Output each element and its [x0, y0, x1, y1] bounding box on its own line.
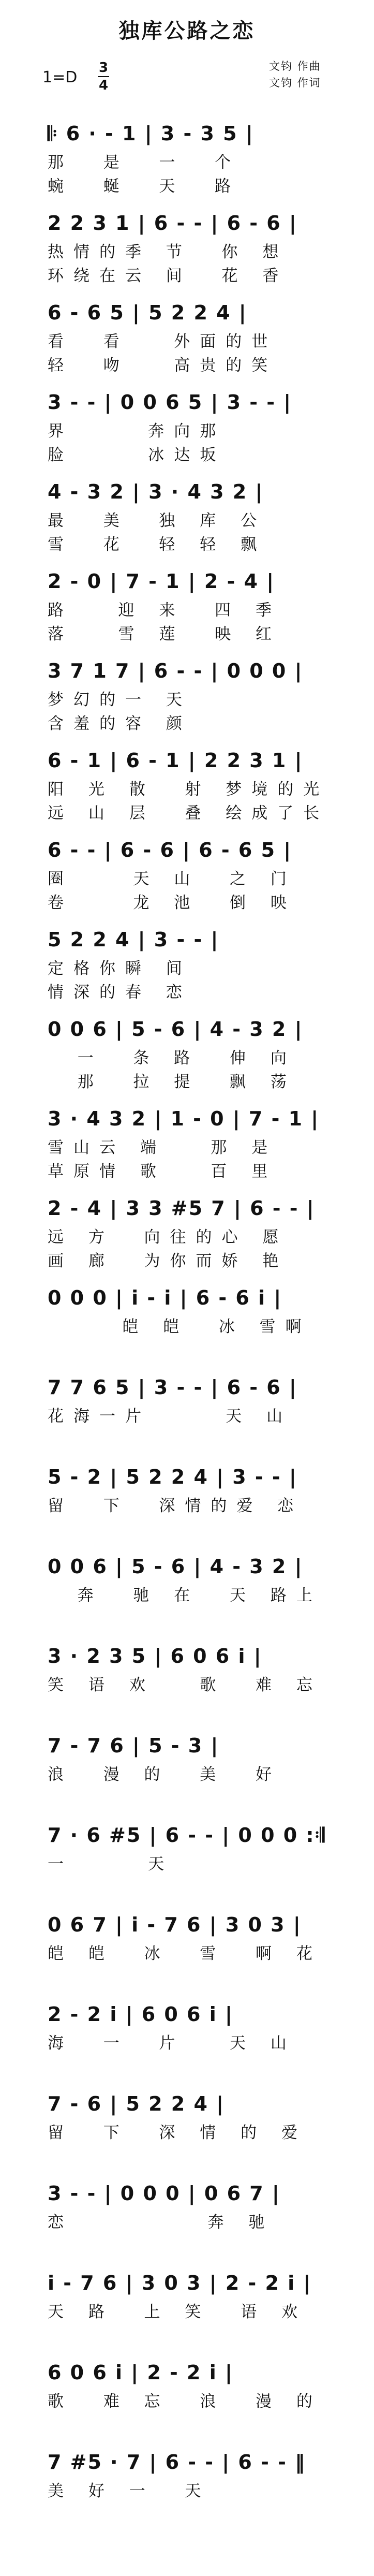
stave-lyrics-line-1: 那 是 一 个: [48, 153, 241, 172]
stave-lyrics-line-1: 阳 光 散 射 梦境的光: [48, 780, 330, 799]
stave: [0, 2447, 374, 2576]
stave-lyrics-line-2: 卷 龙 池 倒 映: [48, 894, 296, 912]
stave-lyrics-line-1: 路 迎 来 四 季: [48, 601, 281, 620]
stave-lyrics-line-1: 最 美 独 库 公: [48, 511, 267, 530]
stave-notes: 0 6 7 | i - 7 6 | 3 0 3 |: [48, 1913, 302, 1936]
stave-notes: 3 · 4 3 2 | 1 - 0 | 7 - 1 |: [48, 1107, 320, 1130]
stave-notes: 0 0 0 | i - i | 6 - 6 i |: [48, 1286, 282, 1309]
stave-lyrics-line-2: 含羞的容 颜: [48, 714, 192, 733]
time-signature-bar: [98, 76, 109, 77]
stave-lyrics-line-1: 看 看 外面的世: [48, 332, 278, 351]
stave-lyrics-line-2: 画 廊 为你而娇 艳: [48, 1252, 289, 1270]
stave-notes: 𝄆 6 · - 1 | 3 - 3 5 |: [48, 122, 254, 145]
stave-lyrics-line-1: 花海一片 天 山: [48, 1407, 293, 1426]
stave-lyrics-line-2: 远 山 层 叠 绘成了长: [48, 804, 330, 823]
stave-notes: 3 - - | 0 0 6 5 | 3 - - |: [48, 391, 292, 414]
stave-lyrics-line-1: 界 奔向那: [48, 422, 226, 441]
stave-lyrics-line-1: 皑 皑 冰 雪啊: [48, 1318, 311, 1336]
stave-notes: 5 - 2 | 5 2 2 4 | 3 - - |: [48, 1466, 297, 1488]
stave-lyrics-line-1: 天 路 上 笑 语 欢: [48, 2303, 307, 2321]
stave-notes: i - 7 6 | 3 0 3 | 2 - 2 i |: [48, 2272, 312, 2294]
stave-lyrics-line-1: 留 下 深 情 的 爱: [48, 2124, 307, 2142]
stave-notes: 3 7 1 7 | 6 - - | 0 0 0 |: [48, 660, 303, 682]
time-signature: [96, 60, 111, 93]
stave-lyrics-line-1: 皑 皑 冰 雪 啊 花: [48, 1944, 322, 1963]
stave-notes: 5 2 2 4 | 3 - - |: [48, 928, 219, 951]
time-signature-bottom: 4: [98, 78, 109, 93]
stave-lyrics-line-1: 美 好 一 天: [48, 2482, 211, 2500]
composer-credit: 文钧 作曲: [269, 60, 321, 72]
stave-lyrics-line-2: 那 拉 提 飘 荡: [48, 1073, 296, 1091]
stave-notes: 7 7 6 5 | 3 - - | 6 - 6 |: [48, 1376, 297, 1399]
stave-notes: 7 - 6 | 5 2 2 4 |: [48, 2092, 225, 2115]
stave-lyrics-line-1: 远 方 向往的心 愿: [48, 1228, 289, 1247]
stave-notes: 6 - - | 6 - 6 | 6 - 6 5 |: [48, 839, 292, 861]
stave-notes: 7 #5 · 7 | 6 - - | 6 - - ‖: [48, 2451, 306, 2473]
stave-lyrics-line-2: 蜿 蜒 天 路: [48, 177, 241, 196]
stave-lyrics-line-2: 轻 吻 高贵的笑: [48, 356, 278, 375]
stave-lyrics-line-1: 歌 难 忘 浪 漫 的: [48, 2392, 322, 2411]
stave-lyrics-line-2: 情深的春 恋: [48, 983, 192, 1002]
stave-lyrics-line-2: 雪 花 轻 轻 飘: [48, 535, 267, 554]
stave-notes: 7 · 6 #5 | 6 - - | 0 0 0 :𝄇: [48, 1824, 326, 1847]
stave-notes: 2 - 2 i | 6 0 6 i |: [48, 2003, 233, 2026]
stave-lyrics-line-1: 定格你瞬 间: [48, 959, 192, 978]
stave-lyrics-line-1: 热情的季 节 你 想: [48, 243, 289, 261]
stave-notes: 2 - 0 | 7 - 1 | 2 - 4 |: [48, 570, 275, 593]
stave-lyrics-line-1: 浪 漫 的 美 好: [48, 1765, 281, 1784]
stave-notes: 2 2 3 1 | 6 - - | 6 - 6 |: [48, 212, 297, 235]
key-signature: 1=D: [42, 68, 78, 86]
stave-lyrics-line-1: 梦幻的一 天: [48, 691, 192, 709]
stave-notes: 4 - 3 2 | 3 · 4 3 2 |: [48, 480, 264, 503]
stave-notes: 6 - 6 5 | 5 2 2 4 |: [48, 301, 247, 324]
stave-notes: 0 0 6 | 5 - 6 | 4 - 3 2 |: [48, 1555, 303, 1578]
time-signature-top: 3: [98, 60, 109, 76]
stave-lyrics-line-1: 圈 天 山 之 门: [48, 870, 296, 888]
stave-notes: 3 · 2 3 5 | 6 0 6 i |: [48, 1645, 262, 1667]
stave-lyrics-line-1: 雪山云 端 那 是: [48, 1138, 278, 1157]
song-title: 独库公路之恋: [118, 19, 256, 43]
stave-lyrics-line-2: 草原情 歌 百 里: [48, 1162, 278, 1181]
stave-lyrics-line-2: 脸 冰达坂: [48, 446, 226, 464]
stave-lyrics-line-1: 笑 语 欢 歌 难 忘: [48, 1676, 322, 1694]
stave-lyrics-line-1: 海 一 片 天 山: [48, 2034, 296, 2053]
stave-lyrics-line-1: 一 天: [48, 1855, 174, 1874]
stave-lyrics-line-2: 环绕在云 间 花 香: [48, 267, 289, 285]
stave-lyrics-line-1: 恋 奔 驰: [48, 2213, 275, 2232]
stave-lyrics-line-1: 一 条 路 伸 向: [48, 1049, 296, 1067]
stave-notes: 6 - 1 | 6 - 1 | 2 2 3 1 |: [48, 749, 303, 772]
stave-notes: 7 - 7 6 | 5 - 3 |: [48, 1734, 219, 1757]
stave-notes: 2 - 4 | 3 3 #5 7 | 6 - - |: [48, 1197, 315, 1220]
stave-notes: 0 0 6 | 5 - 6 | 4 - 3 2 |: [48, 1018, 303, 1041]
stave-notes: 3 - - | 0 0 0 | 0 6 7 |: [48, 2182, 280, 2205]
lyricist-credit: 文钧 作词: [269, 77, 321, 89]
stave-lyrics-line-1: 留 下 深情的爱 恋: [48, 1497, 304, 1515]
stave-lyrics-line-2: 落 雪 莲 映 红: [48, 625, 281, 643]
stave-lyrics-line-1: 奔 驰 在 天 路上: [48, 1586, 322, 1605]
stave-notes: 6 0 6 i | 2 - 2 i |: [48, 2361, 233, 2384]
